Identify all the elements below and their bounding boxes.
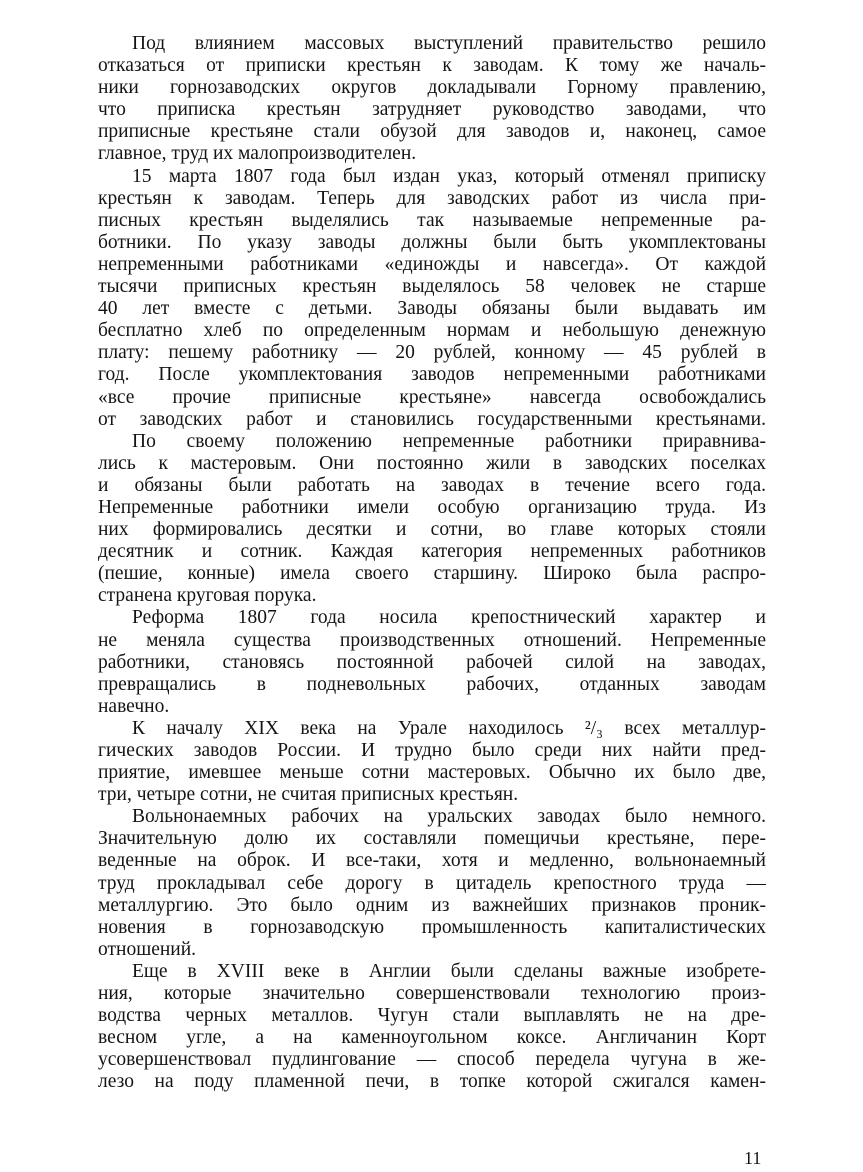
text-line: год. После укомплектования заводов непременными работниками bbox=[98, 364, 766, 386]
text-line: приятие, имевшее меньше сотни мастеровых. Обычно их было две, bbox=[98, 762, 766, 784]
text-line: лись к мастеровым. Они постоянно жили в заводских поселках bbox=[98, 452, 766, 474]
text-line: десятник и сотник. Каждая категория непременных работников bbox=[98, 541, 766, 563]
page-body bbox=[98, 33, 766, 1094]
paragraph bbox=[98, 961, 766, 1094]
paragraph bbox=[98, 431, 766, 608]
paragraph bbox=[98, 166, 766, 431]
paragraph bbox=[98, 33, 766, 166]
text-line: Под влиянием массовых выступлений правительство решило bbox=[132, 33, 766, 54]
text-line: гических заводов России. И трудно было среди них найти пред- bbox=[98, 740, 766, 761]
text-line: веденные на оброк. И все-таки, хотя и медленно, вольнонаемный bbox=[98, 850, 766, 872]
text-line: Реформа 1807 года носила крепостнический характер и bbox=[132, 607, 766, 629]
text-line: 40 лет вместе с детьми. Заводы обязаны были выдавать им bbox=[98, 298, 766, 320]
text-line: металлургию. Это было одним из важнейших признаков проник- bbox=[98, 894, 766, 916]
text-line: ботники. По указу заводы должны были быть укомплектованы bbox=[98, 231, 766, 253]
text-line: от заводских работ и становились государственными крестьянами. bbox=[98, 408, 766, 430]
text-line: водства черных металлов. Чугун стали выплавлять не на дре- bbox=[98, 1005, 766, 1027]
text-line: крестьян к заводам. Теперь для заводских работ из числа при- bbox=[98, 187, 766, 209]
text-line: Непременные работники имели особую организацию труда. Из bbox=[98, 496, 766, 518]
paragraph bbox=[98, 806, 766, 961]
text-line: «все прочие приписные крестьяне» навсегда освобождались bbox=[98, 386, 766, 408]
text-line: навечно. bbox=[98, 695, 170, 717]
text-line: приписные крестьяне стали обузой для заводов и, наконец, самое bbox=[98, 121, 766, 143]
text-line: Значительную долю их составляли помещичьи крестьяне, пере- bbox=[98, 828, 766, 850]
text-line: ники горнозаводских округов докладывали Горному правлению, bbox=[98, 77, 766, 99]
text-line: К началу XIX века на Урале находилось ²/₃ всех металлур- bbox=[132, 717, 766, 739]
text-line: писных крестьян выделялись так называемые непременные ра- bbox=[98, 209, 766, 231]
text-line: труд прокладывал себе дорогу в цитадель крепостного труда — bbox=[98, 872, 766, 894]
text-line: По своему положению непременные работники приравнива- bbox=[132, 430, 766, 452]
text-line: лезо на поду пламенной печи, в топке которой сжигался камен- bbox=[98, 1071, 766, 1093]
text-line: непременными работниками «единожды и навсегда». От каждой bbox=[98, 253, 766, 275]
text-line: тысячи приписных крестьян выделялось 58 человек не старше bbox=[98, 276, 766, 298]
text-line: превращались в подневольных рабочих, отданных заводам bbox=[98, 673, 766, 695]
text-line: бесплатно хлеб по определенным нормам и небольшую денежную bbox=[98, 320, 766, 342]
text-line: (пешие, конные) имела своего старшину. Широко была распро- bbox=[98, 563, 766, 585]
text-line: Еще в XVIII веке в Англии были сделаны важные изобрете- bbox=[132, 960, 766, 982]
text-line: что приписка крестьян затрудняет руководство заводами, что bbox=[98, 99, 766, 121]
text-line: отношений. bbox=[98, 938, 197, 960]
text-line: отказаться от приписки крестьян к заводам. К тому же началь- bbox=[98, 55, 766, 77]
text-line: ния, которые значительно совершенствовали технологию произ- bbox=[98, 983, 766, 1005]
page-number: 11 bbox=[744, 1148, 762, 1168]
text-line: них формировались десятки и сотни, во главе которых стояли bbox=[98, 519, 766, 541]
text-line: работники, становясь постоянной рабочей силой на заводах, bbox=[98, 651, 766, 673]
text-line: три, четыре сотни, не считая приписных крестьян. bbox=[98, 784, 519, 806]
text-line: 15 марта 1807 года был издан указ, который отменял приписку bbox=[132, 165, 766, 187]
text-line: усовершенствовал пудлингование — способ передела чугуна в же- bbox=[98, 1049, 766, 1071]
text-line: весном угле, а на каменноугольном коксе. Англичанин Корт bbox=[98, 1027, 766, 1049]
text-line: новения в горнозаводскую промышленность капиталистических bbox=[98, 916, 766, 938]
paragraph bbox=[98, 607, 766, 717]
text-line: Вольнонаемных рабочих на уральских заводах было немного. bbox=[132, 806, 766, 828]
text-line: и обязаны были работать на заводах в течение всего года. bbox=[98, 474, 766, 496]
text-line: странена круговая порука. bbox=[98, 585, 317, 607]
paragraph bbox=[98, 718, 766, 806]
text-line: плату: пешему работнику — 20 рублей, конному — 45 рублей в bbox=[98, 342, 766, 364]
text-line: не меняла существа производственных отношений. Непременные bbox=[98, 629, 766, 651]
text-line: главное, труд их малопроизводителен. bbox=[98, 143, 417, 165]
